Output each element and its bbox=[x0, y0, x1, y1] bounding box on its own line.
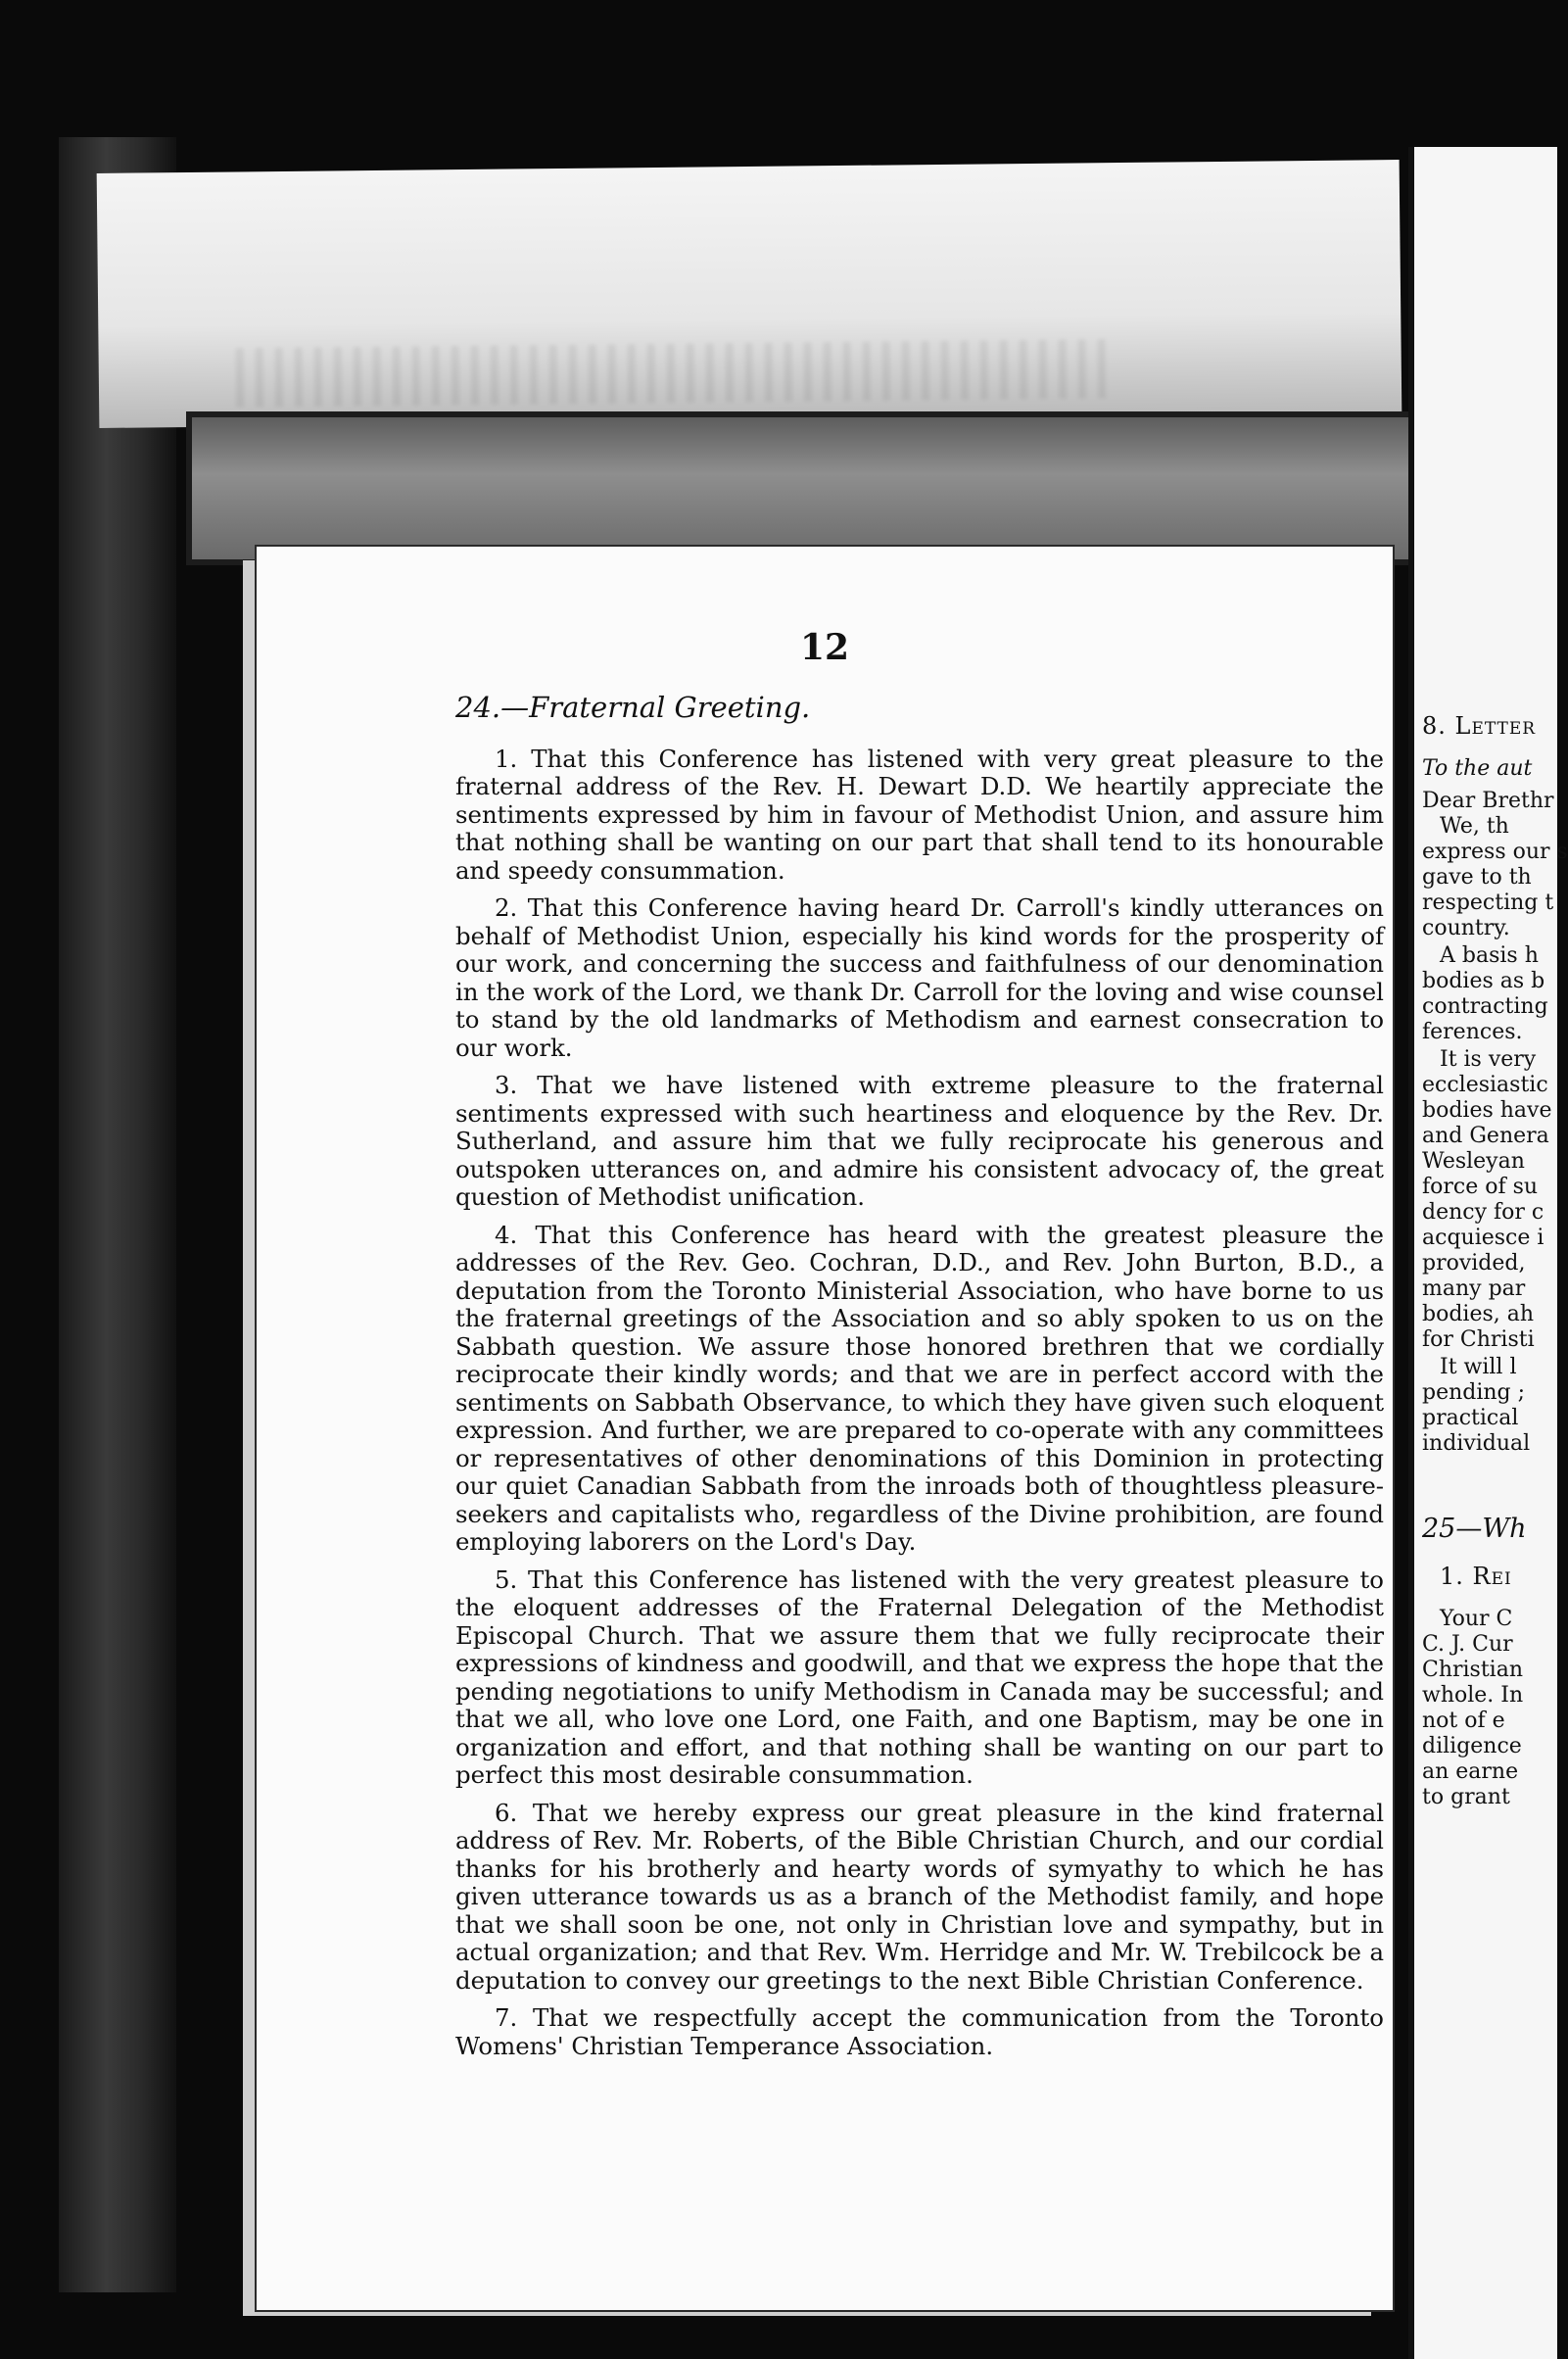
fragment-line: ferences. bbox=[1422, 1020, 1523, 1044]
fragment-line: to grant bbox=[1422, 1785, 1510, 1809]
fragment-line: bodies as b bbox=[1422, 969, 1545, 993]
fragment-line: and Genera bbox=[1422, 1124, 1549, 1148]
page-number: 12 bbox=[799, 627, 850, 668]
fragment-line: gave to th bbox=[1422, 865, 1532, 890]
fragment-line: To the aut bbox=[1422, 756, 1533, 781]
fragment-line: respecting t bbox=[1422, 891, 1554, 915]
resolution-paragraph: 2. That this Conference having heard Dr. Carroll's kindly utterances on behalf of Methodist Union, especially his kind words for the prosperity of our work, and concerning the success and faithfulness of our denomination in the work of the Lord, we thank Dr. Carroll for the loving and wise counsel to stand by the old landmarks of Methodism and earnest consecration to our work. bbox=[455, 893, 1384, 1062]
fragment-line: It will l bbox=[1440, 1355, 1517, 1379]
resolution-paragraph: 6. That we hereby express our great pleasure in the kind fraternal address of Rev. Mr. Roberts, of the Bible Christian Church, and our cordial thanks for his brotherly and hearty words of symyathy to which he has given utterance towards us as a branch of the Methodist family, and hope that we shall soon be one, not only in Christian love and sympathy, but in actual organization; and that Rev. Wm. Herridge and Mr. W. Trebilcock be a deputation to convey our greetings to the next Bible Christian Conference. bbox=[455, 1798, 1384, 1995]
resolution-paragraph: 3. That we have listened with extreme pleasure to the fraternal sentiments expressed with such heartiness and eloquence by the Rev. Dr. Sutherland, and assure him that we fully reciprocate his generous and outspoken utterances on, and admire his consistent advocacy of, the great question of Methodist unification. bbox=[455, 1071, 1384, 1211]
binder-board bbox=[186, 411, 1422, 565]
underlying-sheet bbox=[97, 160, 1402, 428]
fragment-line: ecclesiastic bbox=[1422, 1073, 1548, 1097]
fragment-heading: 25—Wh bbox=[1422, 1514, 1527, 1544]
fragment-line: provided, bbox=[1422, 1251, 1526, 1276]
fragment-line: pending ; bbox=[1422, 1380, 1526, 1405]
binder-edge bbox=[59, 137, 176, 2292]
page-body bbox=[455, 691, 1384, 2070]
fragment-line: express our s bbox=[1422, 840, 1568, 864]
fragment-line: practical bbox=[1422, 1406, 1519, 1430]
fragment-line: Christian bbox=[1422, 1658, 1524, 1682]
fragment-line: contracting bbox=[1422, 994, 1548, 1019]
fragment-line: whole. In bbox=[1422, 1683, 1524, 1708]
fragment-line: force of su bbox=[1422, 1175, 1539, 1199]
fragment-line: A basis h bbox=[1440, 943, 1539, 968]
fragment-line: We, th bbox=[1440, 814, 1509, 839]
resolution-paragraph: 1. That this Conference has listened with very great pleasure to the fraternal address of the Rev. H. Dewart D.D. We heartily appreciate the sentiments expressed by him in favour of Methodist Union, and assure him that nothing shall be wanting on our part that shall tend to its honourable and speedy consummation. bbox=[455, 744, 1384, 885]
fragment-line: individual bbox=[1422, 1431, 1531, 1456]
fragment-line: country. bbox=[1422, 916, 1510, 940]
fragment-line: many par bbox=[1422, 1276, 1526, 1301]
fragment-line: diligence bbox=[1422, 1734, 1522, 1758]
fragment-line: not of e bbox=[1422, 1709, 1505, 1733]
fragment-line: bodies have bbox=[1422, 1098, 1552, 1123]
fragment-line: Wesleyan bbox=[1422, 1149, 1525, 1174]
fragment-line: Dear Brethr bbox=[1422, 789, 1554, 813]
resolution-paragraph: 7. That we respectfully accept the communication from the Toronto Womens' Christian Temperance Association. bbox=[455, 2003, 1384, 2060]
fragment-line: Your C bbox=[1440, 1607, 1513, 1631]
resolution-paragraph: 4. That this Conference has heard with the greatest pleasure the addresses of the Rev. Geo. Cochran, D.D., and Rev. John Burton, B.D., a deputation from the Toronto Ministerial Association, who have borne to us the fraternal greetings of the Association and so ably spoken to us on the Sabbath question. We assure those honored brethren that we cordially reciprocate their kindly words; and that we are in perfect accord with the sentiments on Sabbath Observance, to which they have given such eloquent expression. And further, we are prepared to co-operate with any committees or representatives of other denominations of this Dominion in protecting our quiet Canadian Sabbath from the inroads both of thoughtless pleasure-seekers and capitalists who, regardless of the Divine prohibition, are found employing laborers on the Lord's Day. bbox=[455, 1220, 1384, 1556]
fragment-line: dency for c bbox=[1422, 1200, 1544, 1225]
bleed-through-text bbox=[236, 339, 1109, 407]
fragment-line: 8. Letter bbox=[1422, 712, 1537, 740]
fragment-line: for Christi bbox=[1422, 1327, 1535, 1352]
fragment-line: an earne bbox=[1422, 1759, 1519, 1784]
adjacent-page-fragment bbox=[1408, 147, 1568, 2359]
fragment-line: 1. Rei bbox=[1440, 1563, 1512, 1590]
document-page bbox=[257, 547, 1393, 2310]
fragment-line: It is very bbox=[1440, 1047, 1537, 1072]
fragment-line: bodies, ah bbox=[1422, 1302, 1535, 1326]
resolution-paragraph: 5. That this Conference has listened with the very greatest pleasure to the eloquent addresses of the Fraternal Delegation of the Methodist Episcopal Church. That we assure them that we fully reciprocate their expressions of kindness and goodwill, and that we express the hope that the pending negotiations to unify Methodism in Canada may be successful; and that we all, who love one Lord, one Faith, and one Baptism, may be one in organization and effort, and that nothing shall be wanting on our part to perfect this most desirable consummation. bbox=[455, 1565, 1384, 1789]
fragment-line: acquiesce i bbox=[1422, 1226, 1544, 1250]
section-heading: 24.—Fraternal Greeting. bbox=[455, 691, 811, 724]
fragment-line: C. J. Cur bbox=[1422, 1632, 1513, 1657]
